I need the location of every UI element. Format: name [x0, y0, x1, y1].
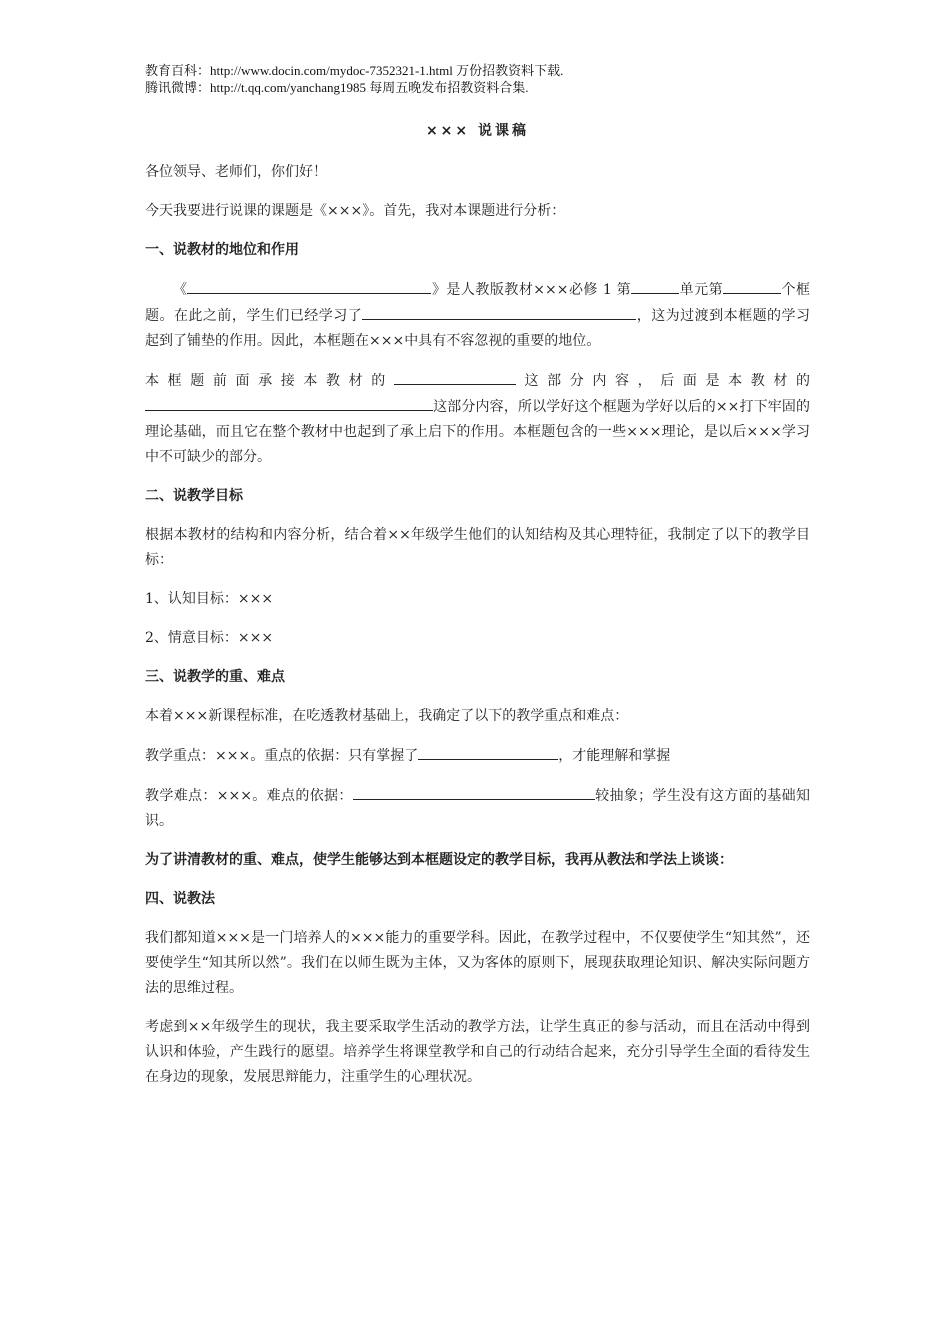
section4-paragraph1: 我们都知道×××是一门培养人的×××能力的重要学科。因此，在教学过程中，不仅要使学生“知其然”，还要使学生“知其所以然”。我们在以师生既为主体，又为客体的原则下，展现获取理论知识、解决实际问题方法的思维过程。 [145, 930, 810, 996]
header-line-2: 腾讯微博：http://t.qq.com/yanchang1985 每周五晚发布招教资料合集. [145, 80, 529, 95]
text-span: 个框题。在此之前，学生们已经学习了 [145, 282, 811, 324]
bridge-paragraph: 为了讲清教材的重、难点，使学生能够达到本框题设定的教学目标，我再从教法和学法上谈谈： [145, 852, 733, 868]
text-span: 这部分内容，所以学好这个框题为学好以后的××打下牢固的理论基础，而且它在整个教材中也起到了承上启下的作用。本框题包含的一些×××理论，是以后×××学习中不可缺少的部分。 [145, 399, 810, 465]
blank-line [362, 303, 636, 320]
text-span: ，这为过渡到本框题的学习起到了铺垫的作用。因此，本框题在×××中具有不容忽视的重要的地位。 [145, 308, 811, 349]
blank-line [353, 783, 595, 800]
text-span: 单元第 [679, 282, 724, 298]
text-span: 教学难点：×××。难点的依据： [145, 788, 353, 804]
section2-paragraph1: 根据本教材的结构和内容分析，结合着××年级学生他们的认知结构及其心理特征，我制定了以下的教学目标： [145, 527, 810, 568]
section3-paragraph1: 本着×××新课程标准，在吃透教材基础上，我确定了以下的教学重点和难点： [145, 708, 629, 724]
section3-heading: 三、说教学的重、难点 [145, 669, 285, 685]
section4-paragraph2: 考虑到××年级学生的现状，我主要采取学生活动的教学方法，让学生真正的参与活动，而且在活动中得到认识和体验，产生践行的愿望。培养学生将课堂教学和自己的行动结合起来，充分引导学生全面的看待发生在身边的现象，发展思辩能力，注重学生的心理状况。 [145, 1019, 810, 1085]
intro-paragraph: 今天我要进行说课的课题是《×××》。首先，我对本课题进行分析： [145, 203, 566, 219]
goal-item-2: 2、情意目标：××× [145, 630, 274, 646]
section2-heading: 二、说教学目标 [145, 488, 243, 504]
blank-line [418, 743, 558, 760]
greeting: 各位领导、老师们，你们好！ [145, 164, 327, 180]
goal-item-1: 1、认知目标：××× [145, 591, 274, 607]
section1-paragraph2 [145, 368, 810, 470]
blank-line [394, 368, 516, 385]
text-span: 本框题前面承接本教材的 [145, 373, 394, 389]
key-point-paragraph [145, 743, 810, 769]
blank-line [145, 394, 433, 411]
blank-line [723, 277, 781, 294]
section4-heading: 四、说教法 [145, 891, 215, 907]
text-span: ，才能理解和掌握 [558, 748, 671, 764]
text-span: 《 [173, 282, 188, 298]
text-span: 》是人教版教材×××必修 1 第 [431, 282, 632, 298]
blank-line [631, 277, 679, 294]
document-title: ××× 说课稿 [425, 123, 530, 139]
text-span: 教学重点：×××。重点的依据：只有掌握了 [145, 748, 419, 764]
header-line-1: 教育百科：http://www.docin.com/mydoc-7352321-1.html 万份招教资料下载. [145, 63, 564, 78]
text-span: 较抽象；学生没有这方面的基础知识。 [145, 788, 810, 829]
document-page [145, 62, 810, 1104]
section1-heading: 一、说教材的地位和作用 [145, 242, 299, 258]
section1-paragraph1 [145, 277, 810, 354]
text-span: 这部分内容，后面是本教材的 [515, 373, 810, 389]
difficulty-paragraph [145, 783, 810, 834]
blank-line [187, 277, 431, 294]
